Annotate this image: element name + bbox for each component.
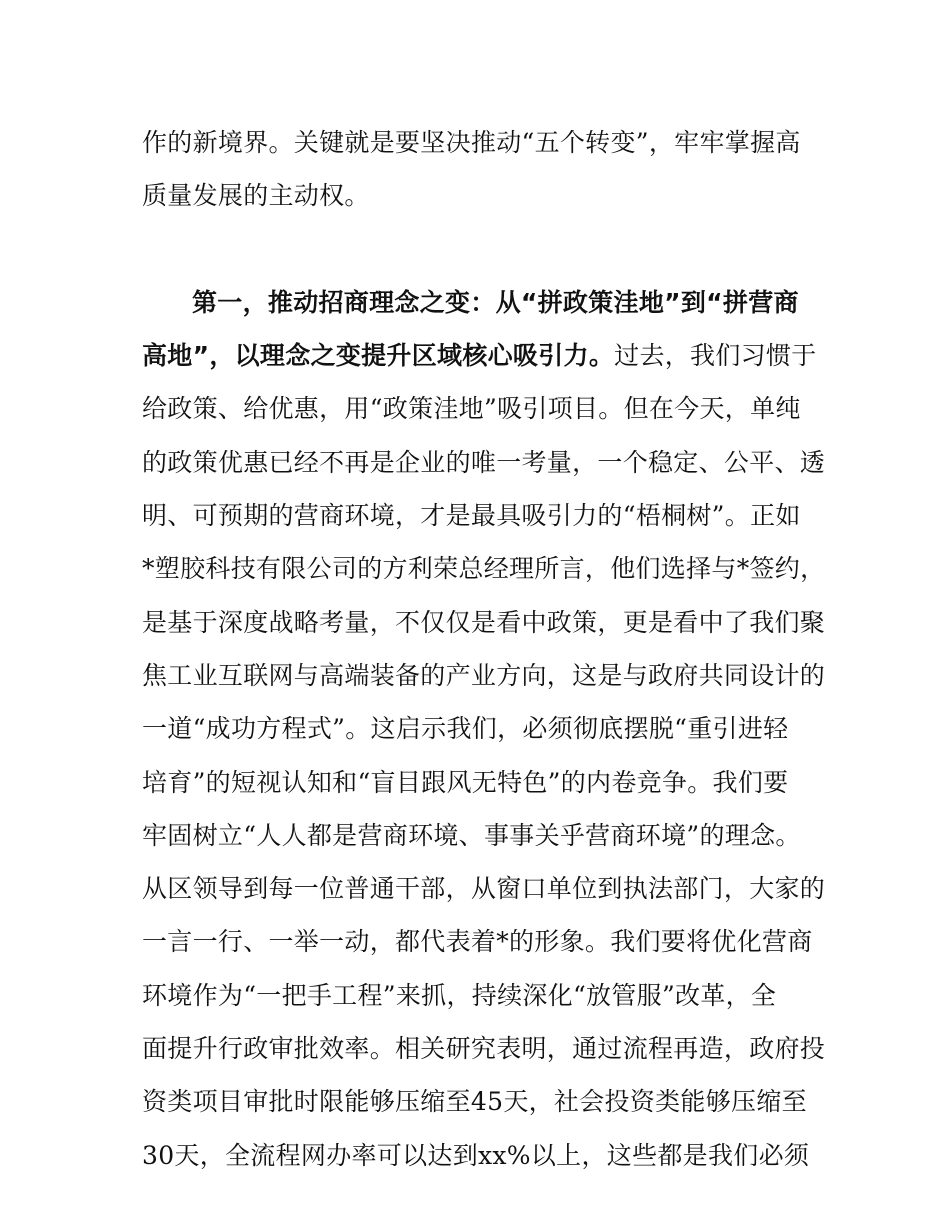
text-line: *塑胶科技有限公司的方利荣总经理所言，他们选择与*签约， xyxy=(142,554,826,584)
text-line: 一言一行、一举一动，都代表着*的形象。我们要将优化营商 xyxy=(142,927,813,957)
text-line: 质量发展的主动权。 xyxy=(142,181,370,211)
text-line: 给政策、给优惠，用“政策洼地”吸引项目。但在今天，单纯 xyxy=(142,394,801,424)
text-line: 环境作为“一把手工程”来抓，持续深化“放管服”改革，全 xyxy=(142,980,777,1010)
text-line: 焦工业互联网与高端装备的产业方向，这是与政府共同设计的 xyxy=(142,660,826,690)
text-line: 30天，全流程网办率可以达到xx%以上，这些都是我们必须 xyxy=(142,1140,810,1170)
text-line: 明、可预期的营商环境，才是最具吸引力的“梧桐树”。正如 xyxy=(142,501,801,531)
text-line: 牢固树立“人人都是营商环境、事事关乎营商环境”的理念。 xyxy=(142,820,801,850)
text-run: 过去，我们习惯于 xyxy=(614,341,817,371)
text-line: 从区领导到每一位普通干部，从窗口单位到执法部门，大家的 xyxy=(142,874,826,904)
text-line: 资类项目审批时限能够压缩至45天，社会投资类能够压缩至 xyxy=(142,1087,807,1117)
text-line: 是基于深度战略考量，不仅仅是看中政策，更是看中了我们聚 xyxy=(142,607,826,637)
text-line: 作的新境界。关键就是要坚决推动“五个转变”，牢牢掌握高 xyxy=(142,128,801,157)
section-heading-line xyxy=(142,276,822,329)
document-body xyxy=(142,116,826,1182)
section-heading: 第一，推动招商理念之变：从“拼政策洼地”到“拼营商 xyxy=(192,287,799,317)
text-line: 培育”的短视认知和“盲目跟风无特色”的内卷竞争。我们要 xyxy=(142,767,789,797)
paragraph-gap xyxy=(142,223,822,276)
text-line xyxy=(142,329,822,382)
section-heading-cont: 高地”，以理念之变提升区域核心吸引力。 xyxy=(142,341,615,371)
text-line: 的政策优惠已经不再是企业的唯一考量，一个稳定、公平、透 xyxy=(142,447,826,477)
text-line: 面提升行政审批效率。相关研究表明，通过流程再造，政府投 xyxy=(142,1034,826,1064)
text-line: 一道“成功方程式”。这启示我们，必须彻底摆脱“重引进轻 xyxy=(142,714,789,744)
